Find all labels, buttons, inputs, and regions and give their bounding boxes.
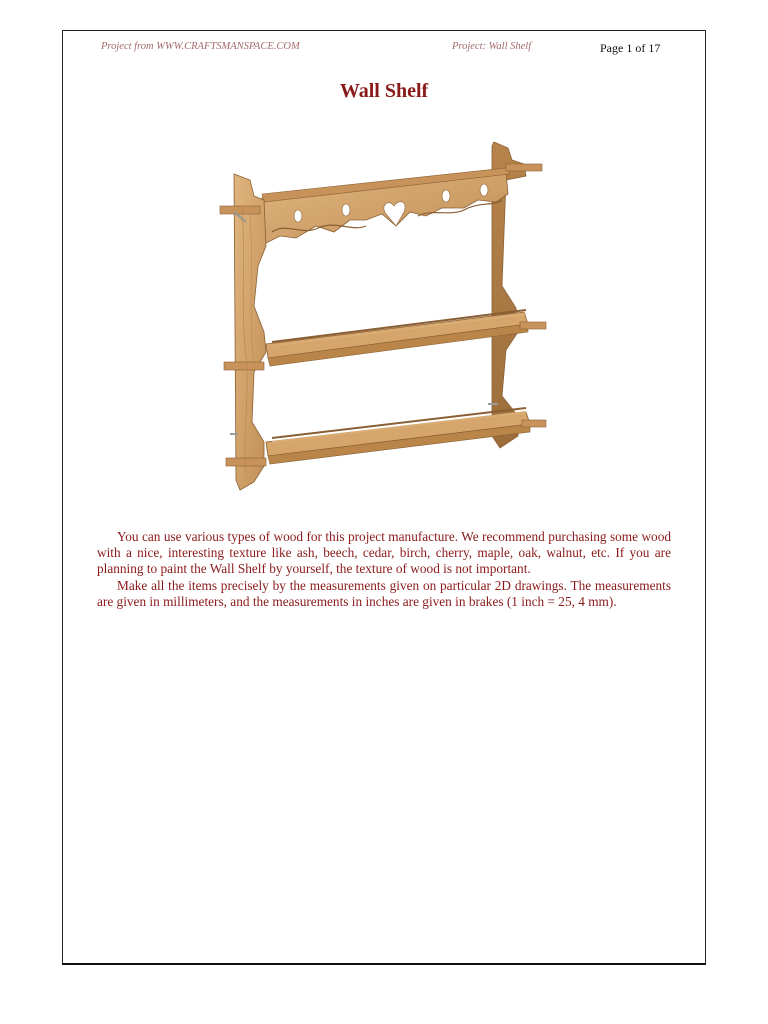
paragraph-measurements: Make all the items precisely by the measurements given on particular 2D drawings. The measurements are given in millimeters, and the measurements in inches are given in brakes (1 inch = 25, 4 mm).: [97, 577, 671, 609]
header-project: Project: Wall Shelf: [452, 41, 532, 52]
page-title: Wall Shelf: [339, 80, 429, 102]
wall-shelf-illustration: [206, 136, 552, 496]
header-page-number: Page 1 of 17: [600, 41, 661, 55]
body-text: [97, 529, 671, 610]
paragraph-wood-types: You can use various types of wood for this project manufacture. We recommend purchasing some wood with a nice, interesting texture like ash, beech, cedar, birch, cherry, maple, oak, walnut, etc. If you are planning to paint the Wall Shelf by yourself, the texture of wood is not important.: [97, 529, 671, 577]
header-source: Project from WWW.CRAFTSMANSPACE.COM: [101, 41, 300, 52]
